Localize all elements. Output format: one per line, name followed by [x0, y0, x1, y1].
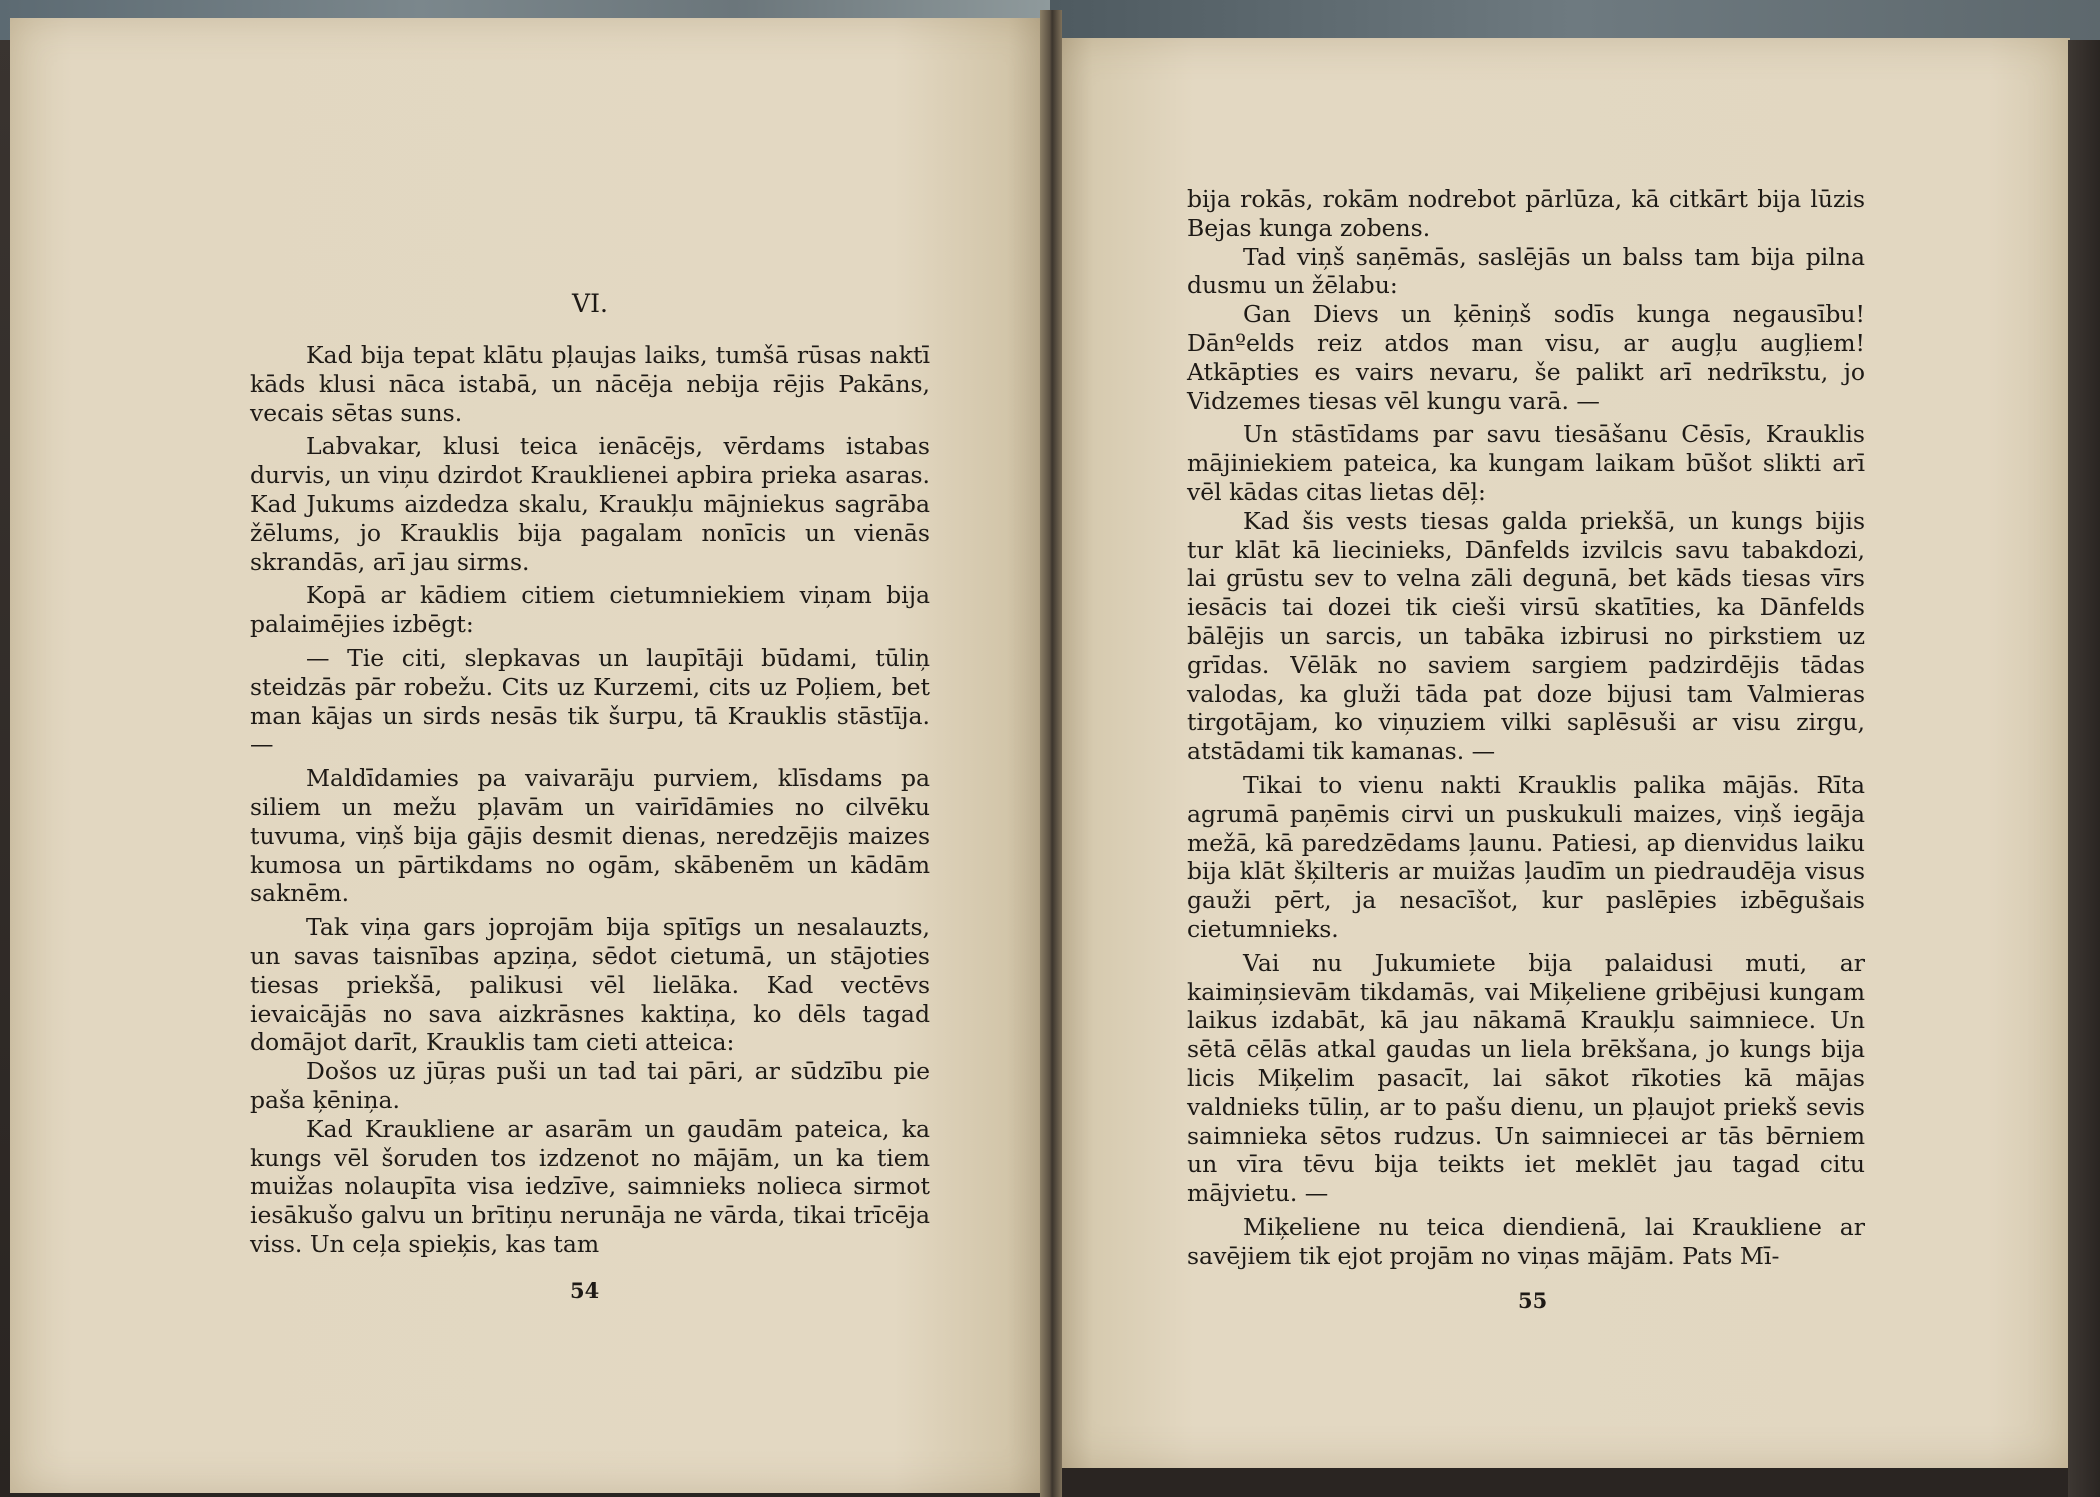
- paragraph: Miķeliene nu teica diendienā, lai Kraukliene ar savējiem tik ejot projām no viņas mājām. Pats Mī-: [1187, 1212, 1865, 1270]
- paragraph: Došos uz jūŗas puši un tad tai pāri, ar sūdzību pie paša ķēniņa.: [250, 1057, 930, 1114]
- paragraph: — Tie citi, slepkavas un laupītāji būdami, tūliņ steidzās pār robežu. Cits uz Kurzemi, cits uz Poļiem, bet man kājas un sirds nesās tik šurpu, tā Krauklis stāstīja. —: [250, 643, 930, 759]
- paragraph: Kopā ar kādiem citiem cietumniekiem viņam bija palaimējies izbēgt:: [250, 581, 930, 639]
- book-gutter: [1040, 10, 1062, 1497]
- book-right-edge: [2068, 40, 2100, 1497]
- paragraph: Kad Kraukliene ar asarām un gaudām pateica, ka kungs vēl šoruden tos izdzenot no mājām, un ka tiem muižas nolaupīta visa iedzīve, saimnieks nolieca sirmot iesākušo galvu un brītiņu nerunāja ne vārda, tikai trīcēja viss. Un ceļa spieķis, kas tam: [250, 1114, 930, 1258]
- paragraph: Kad bija tepat klātu pļaujas laiks, tumšā rūsas naktī kāds klusi nāca istabā, un nācēja nebija rējis Pakāns, vecais sētas suns.: [250, 341, 930, 427]
- paragraph: Kad šis vests tiesas galda priekšā, un kungs bijis tur klāt kā liecinieks, Dānfelds izvilcis savu tabakdozi, lai grūstu sev to velna zāli degunā, bet kāds tiesas vīrs iesācis tai dozei tik cieši virsū skatīties, ka Dānfelds bālējis un sarcis, un tabāka izbirusi no pirkstiem uz grīdas. Vēlāk no saviem sargiem padzirdējis tādas valodas, ka gluži tāda pat doze bijusi tam Valmieras tirgotājam, ko viņuziem vilki saplēsuši ar visu zirgu, atstādami tik kamanas. —: [1187, 506, 1865, 766]
- page-number-left: 54: [570, 1278, 600, 1303]
- page-number-right: 55: [1518, 1288, 1548, 1313]
- left-page-text: [250, 341, 930, 1259]
- paragraph: Tak viņa gars joprojām bija spītīgs un nesalauzts, un savas taisnības apziņa, sēdot cietumā, un stājoties tiesas priekšā, palikusi vēl lielāka. Kad vectēvs ievaicājās no sava aizkrāsnes kaktiņa, ko dēls tagad domājot darīt, Krauklis tam cieti atteica:: [250, 913, 930, 1057]
- paragraph: Tikai to vienu nakti Krauklis palika mājās. Rīta agrumā paņēmis cirvi un puskukuli maizes, viņš iegāja mežā, kā paredzēdams ļaunu. Patiesi, ap dienvidus laiku bija klāt šķilteris ar muižas ļaudīm un piedraudēja visus gauži pērt, ja nesacīšot, kur paslēpies izbēgušais cietumnieks.: [1187, 770, 1865, 943]
- paragraph: Labvakar, klusi teica ienācējs, vērdams istabas durvis, un viņu dzirdot Krauklienei apbira prieka asaras. Kad Jukums aizdedza skalu, Kraukļu mājniekus sagrāba žēlums, jo Krauklis bija pagalam nonīcis un vienās skrandās, arī jau sirms.: [250, 432, 930, 576]
- chapter-heading: VI.: [572, 289, 608, 318]
- paragraph: Tad viņš saņēmās, saslējās un balss tam bija pilna dusmu un žēlabu:: [1187, 242, 1865, 300]
- paragraph: Maldīdamies pa vaivarāju purviem, klīsdams pa siliem un mežu pļavām un vairīdāmies no cilvēku tuvuma, viņš bija gājis desmit dienas, neredzējis maizes kumosa un pārtikdams no ogām, skābenēm un kādām saknēm.: [250, 764, 930, 908]
- right-page-text: [1187, 185, 1865, 1270]
- paragraph: bija rokās, rokām nodrebot pārlūza, kā citkārt bija lūzis Bejas kunga zobens.: [1187, 185, 1865, 242]
- paragraph: Un stāstīdams par savu tiesāšanu Cēsīs, Krauklis mājiniekiem pateica, ka kungam laikam būšot slikti arī vēl kādas citas lietas dēļ:: [1187, 420, 1865, 506]
- paragraph: Vai nu Jukumiete bija palaidusi muti, ar kaimiņsievām tikdamās, vai Miķeliene gribējusi kungam laikus izdabāt, kā jau nākamā Kraukļu saimniece. Un sētā cēlās atkal gaudas un liela brēkšana, jo kungs bija licis Miķelim pasacīt, lai sākot rīkoties kā mājas valdnieks tūliņ, ar to pašu dienu, un pļaujot priekš sevis saimnieka sētos rudzus. Un saimniecei ar tās bērniem un vīra tēvu bija teikts iet meklēt jau tagad citu mājvietu. —: [1187, 948, 1865, 1208]
- paragraph: Gan Dievs un ķēniņš sodīs kunga negausību! Dānºelds reiz atdos man visu, ar augļu augļiem! Atkāpties es vairs nevaru, še palikt arī nedrīkstu, jo Vidzemes tiesas vēl kungu varā. —: [1187, 300, 1865, 415]
